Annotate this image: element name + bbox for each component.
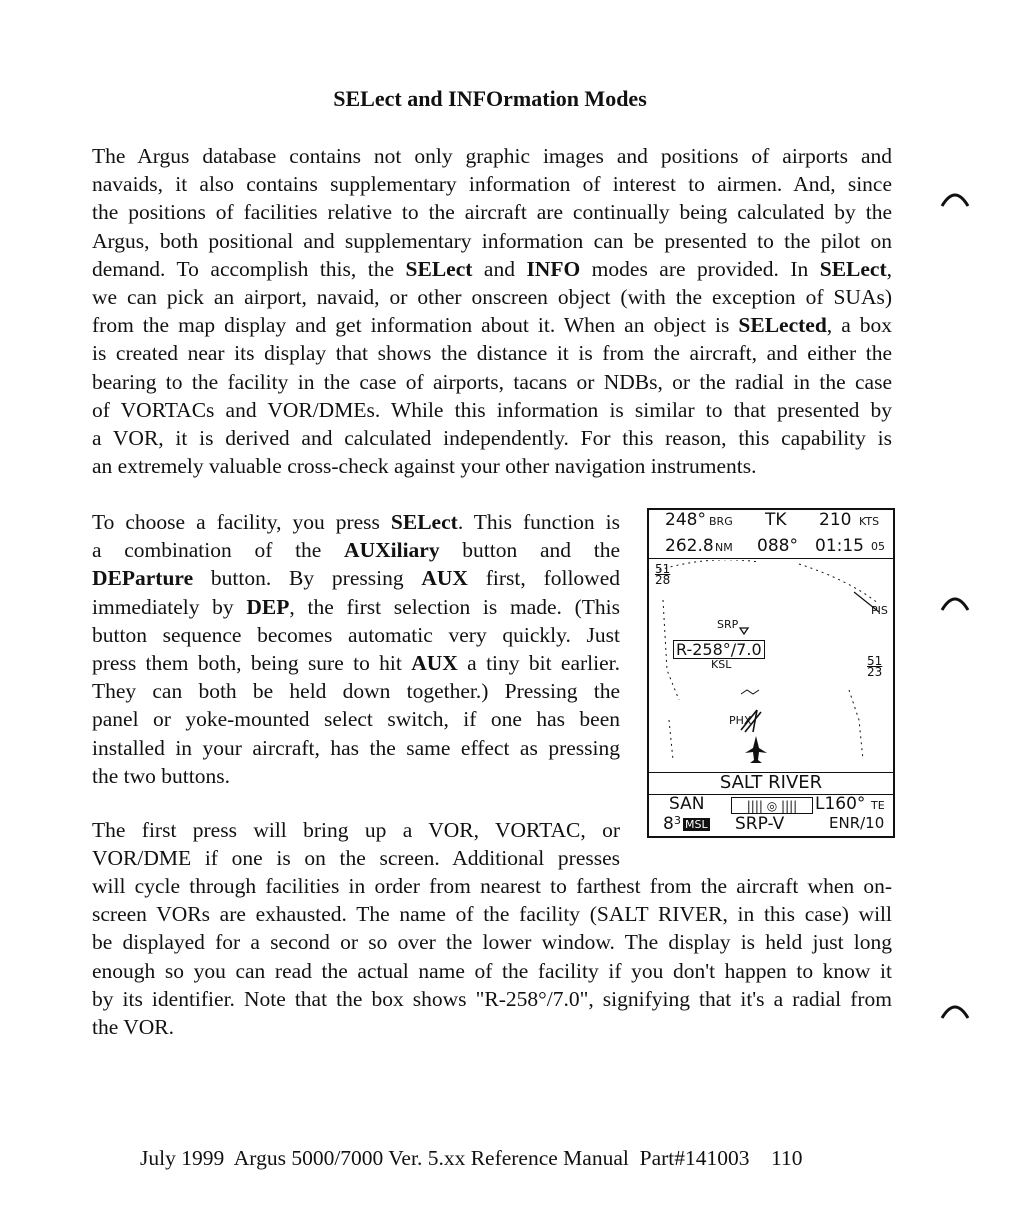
text-line: DEParture button. By pressing AUX first, followed [92, 566, 620, 591]
cycle-paragraph-bottom [92, 872, 892, 1041]
pis-label: PIS [871, 604, 888, 617]
text-line: navaids, it also contains supplementary information of interest to airmen. And, since [92, 172, 892, 197]
cdi-bar-icon: |||| ◎ |||| [731, 797, 813, 814]
margin-arc-icon [940, 188, 970, 208]
text-line: installed in your aircraft, has the same effect as pressing [92, 735, 620, 760]
selected-facility-id: SRP-V [735, 814, 785, 834]
bearing-value: 248° [665, 510, 706, 530]
text-line: Argus, both positional and supplementary information can be presented to the pilot on [92, 228, 892, 253]
enroute-mode: ENR/10 [829, 814, 885, 832]
distance-unit: NM [715, 541, 733, 554]
text-line: an extremely valuable cross-check against your other navigation instruments. [92, 454, 757, 479]
zoom-superscript: 3 [674, 814, 681, 827]
facility-name: SALT RIVER [719, 772, 823, 793]
text-line: by its identifier. Note that the box shows "R-258°/7.0", signifying that it's a radial from [92, 986, 892, 1011]
text-line: immediately by DEP, the first selection is made. (This [92, 594, 620, 619]
margin-arc-icon [940, 1000, 970, 1020]
text-line: press them both, being sure to hit AUX a tiny bit earlier. [92, 651, 620, 676]
text-line: from the map display and get information about it. When an object is SELected, a box [92, 313, 892, 338]
text-line: will cycle through facilities in order from nearest to farthest from the aircraft when on- [92, 874, 892, 898]
map-scale-left: 51 28 [655, 562, 671, 587]
map-area [649, 560, 893, 772]
map-scale-right: 51 23 [867, 654, 883, 679]
text-line: the positions of facilities relative to the aircraft are continually being calculated by the [92, 200, 892, 225]
select-paragraph [92, 508, 620, 790]
text-line: we can pick an airport, navaid, or other onscreen object (with the exception of SUAs) [92, 285, 892, 310]
srp-vor-icon [740, 628, 748, 634]
heading-unit: TE [871, 799, 885, 812]
phx-label: PHX [729, 714, 752, 727]
text-line: the two buttons. [92, 763, 230, 788]
text-line: To choose a facility, you press SELect. This function is [92, 510, 621, 534]
cycle-paragraph-top [92, 816, 620, 872]
text-line: panel or yoke-mounted select switch, if one has been [92, 707, 620, 732]
text-line: a combination of the AUXiliary button and the [92, 538, 620, 563]
time-seconds: 05 [871, 540, 885, 553]
select-info-box: R-258°/7.0 [673, 640, 765, 659]
intro-paragraph [92, 142, 892, 480]
text-line: is created near its display that shows the distance it is from the aircraft, and either the [92, 341, 892, 366]
track-value: 088° [757, 536, 798, 556]
bearing-unit: BRG [709, 515, 733, 528]
zoom-value: 8 [663, 814, 674, 834]
left-window-value: SAN [669, 794, 705, 814]
text-line: The Argus database contains not only graphic images and positions of airports and [92, 144, 892, 168]
msl-badge: MSL [685, 818, 708, 831]
speed-unit: KTS [859, 515, 880, 528]
distance-value: 262.8 [665, 536, 714, 556]
text-line: screen VORs are exhausted. The name of the facility (SALT RIVER, in this case) will [92, 902, 892, 927]
text-line: the VOR. [92, 1015, 175, 1040]
speed-value: 210 [819, 510, 852, 530]
text-line: They can both be held down together.) Pressing the [92, 679, 620, 704]
text-line: The first press will bring up a VOR, VORTAC, or [92, 818, 620, 842]
text-line: a VOR, it is derived and calculated independently. For this reason, this capability is [92, 426, 892, 451]
text-line: bearing to the facility in the case of airports, tacans or NDBs, or the radial in the case [92, 369, 892, 394]
page-footer: July 1999 Argus 5000/7000 Ver. 5.xx Reference Manual Part#141003 110 [140, 1146, 803, 1170]
time-value: 01:15 [815, 536, 864, 556]
aircraft-icon [745, 736, 767, 763]
margin-arc-icon [940, 592, 970, 612]
ksl-label: KSL [711, 658, 732, 671]
text-line: enough so you can read the actual name of the facility if you don't happen to know it [92, 958, 892, 983]
text-line: of VORTACs and VOR/DMEs. While this information is similar to that presented by [92, 397, 892, 422]
text-line: button sequence becomes automatic very quickly. Just [92, 622, 620, 647]
text-line: demand. To accomplish this, the SELect and INFO modes are provided. In SELect, [92, 256, 892, 281]
page-title: SELect and INFOrmation Modes [333, 86, 647, 111]
text-line: VOR/DME if one is on the screen. Additional presses [92, 846, 620, 871]
track-label: TK [765, 510, 787, 530]
argus-display-figure [647, 508, 895, 838]
heading-value: L160° [815, 794, 866, 814]
text-line: be displayed for a second or so over the lower window. The display is held just long [92, 930, 892, 955]
srp-label: SRP [717, 618, 739, 631]
header-divider [649, 558, 893, 559]
